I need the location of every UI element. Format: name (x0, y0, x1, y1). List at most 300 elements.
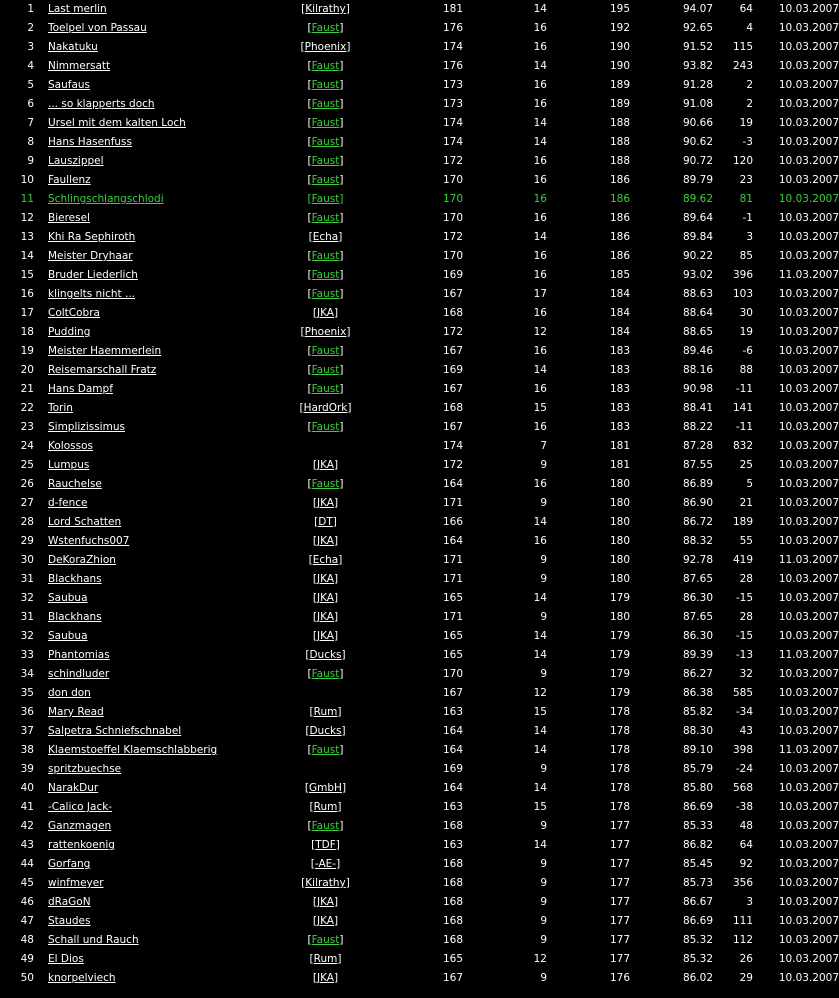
value-cell-2: 12 (533, 687, 547, 699)
clan-link[interactable]: Faust (311, 269, 340, 281)
date-cell: 10.03.2007 (778, 326, 839, 338)
clan-link[interactable]: DT (318, 516, 333, 528)
value-cell-2: 16 (533, 79, 547, 91)
value-cell-3: 180 (609, 573, 630, 585)
value-cell-4: 85.80 (682, 782, 713, 794)
value-cell-4: 87.28 (682, 440, 713, 452)
table-row (0, 741, 839, 760)
value-cell-1: 176 (442, 60, 463, 72)
value-cell-4: 87.55 (682, 459, 713, 471)
clan-link[interactable]: Faust (311, 364, 340, 376)
clan-link[interactable]: Rum (313, 801, 338, 813)
player-link[interactable]: klingelts nicht ... (48, 288, 136, 300)
player-link[interactable]: Gorfang (48, 858, 91, 870)
player-link[interactable]: Saubua (48, 592, 88, 604)
clan-link[interactable]: JKA (317, 459, 334, 471)
value-cell-5: -11 (735, 421, 753, 433)
clan-cell (279, 323, 372, 342)
table-row (0, 665, 839, 684)
date-cell: 10.03.2007 (778, 478, 839, 490)
player-link[interactable]: Last merlin (48, 3, 107, 15)
clan-cell (279, 247, 372, 266)
clan-bracket-close: ] (345, 877, 350, 889)
table-row (0, 836, 839, 855)
value-cell-5: 88 (739, 364, 753, 376)
value-cell-4: 89.84 (682, 231, 713, 243)
clan-link[interactable]: Faust (311, 155, 340, 167)
value-cell-4: 86.90 (682, 497, 713, 509)
value-cell-2: 9 (540, 763, 547, 775)
table-row (0, 646, 839, 665)
value-cell-3: 181 (609, 440, 630, 452)
rank-cell: 31 (20, 573, 34, 585)
clan-bracket-open: [ (312, 535, 317, 547)
clan-bracket-open: [ (307, 478, 312, 490)
player-link[interactable]: Meister Haemmerlein (48, 345, 162, 357)
value-cell-1: 168 (442, 858, 463, 870)
clan-link[interactable]: Faust (311, 212, 340, 224)
clan-bracket-open: [ (307, 269, 312, 281)
value-cell-1: 170 (442, 193, 463, 205)
value-cell-3: 192 (609, 22, 630, 34)
player-link[interactable]: Saubua (48, 630, 88, 642)
table-row (0, 380, 839, 399)
clan-bracket-close: ] (339, 820, 344, 832)
value-cell-1: 168 (442, 915, 463, 927)
value-cell-5: 356 (732, 877, 753, 889)
clan-bracket-close: ] (339, 364, 344, 376)
date-cell: 10.03.2007 (778, 516, 839, 528)
player-link[interactable]: Hans Hasenfuss (48, 136, 132, 148)
player-link[interactable]: Lord Schatten (48, 516, 122, 528)
value-cell-4: 88.65 (682, 326, 713, 338)
clan-bracket-close: ] (339, 383, 344, 395)
date-cell: 10.03.2007 (778, 668, 839, 680)
rank-cell: 48 (20, 934, 34, 946)
player-cell (48, 38, 279, 57)
value-cell-5: 141 (732, 402, 753, 414)
player-link[interactable]: rattenkoenig (48, 839, 115, 851)
player-cell (48, 361, 279, 380)
value-cell-4: 86.30 (682, 592, 713, 604)
value-cell-5: -11 (735, 383, 753, 395)
table-row (0, 437, 839, 456)
value-cell-3: 186 (609, 250, 630, 262)
clan-bracket-open: [ (307, 193, 312, 205)
value-cell-4: 88.41 (682, 402, 713, 414)
player-link[interactable]: Kolossos (48, 440, 93, 452)
clan-bracket-open: [ (307, 98, 312, 110)
clan-cell (279, 285, 372, 304)
value-cell-4: 90.66 (682, 117, 713, 129)
player-link[interactable]: Schlingschlangschlodi (48, 193, 164, 205)
rank-cell: 20 (20, 364, 34, 376)
clan-link[interactable]: JKA (317, 573, 334, 585)
clan-link[interactable]: Faust (311, 478, 340, 490)
table-row (0, 152, 839, 171)
table-row (0, 95, 839, 114)
clan-link[interactable]: Phoenix (304, 326, 347, 338)
clan-bracket-close: ] (346, 41, 351, 53)
table-row (0, 722, 839, 741)
value-cell-5: 120 (732, 155, 753, 167)
value-cell-1: 174 (442, 136, 463, 148)
clan-bracket-close: ] (339, 193, 344, 205)
value-cell-5: 111 (732, 915, 753, 927)
value-cell-3: 183 (609, 383, 630, 395)
clan-bracket-open: [ (307, 744, 312, 756)
value-cell-3: 177 (609, 858, 630, 870)
player-cell (48, 247, 279, 266)
clan-link[interactable]: Faust (311, 934, 340, 946)
player-link[interactable]: Toelpel von Passau (48, 22, 147, 34)
player-link[interactable]: don don (48, 687, 91, 699)
value-cell-2: 14 (533, 744, 547, 756)
clan-cell (279, 798, 372, 817)
clan-cell (279, 513, 372, 532)
clan-bracket-open: [ (307, 212, 312, 224)
value-cell-2: 16 (533, 22, 547, 34)
clan-bracket-open: [ (309, 801, 314, 813)
clan-link[interactable]: Ducks (309, 725, 342, 737)
value-cell-1: 169 (442, 364, 463, 376)
clan-link[interactable]: Faust (311, 250, 340, 262)
clan-bracket-open: [ (312, 630, 317, 642)
value-cell-3: 188 (609, 155, 630, 167)
clan-link[interactable]: Phoenix (304, 41, 347, 53)
player-cell (48, 589, 279, 608)
clan-bracket-open: [ (312, 459, 317, 471)
clan-link[interactable]: Rum (313, 953, 338, 965)
player-cell (48, 0, 279, 19)
clan-bracket-open: [ (304, 782, 310, 794)
value-cell-4: 89.62 (682, 193, 713, 205)
clan-link[interactable]: JKA (317, 611, 334, 623)
player-link[interactable]: d-fence (48, 497, 88, 509)
player-link[interactable]: Hans Dampf (48, 383, 113, 395)
clan-link[interactable]: Faust (311, 174, 340, 186)
value-cell-4: 86.69 (682, 801, 713, 813)
value-cell-4: 90.62 (682, 136, 713, 148)
clan-cell (279, 418, 372, 437)
clan-cell (279, 703, 372, 722)
clan-bracket-open: [ (308, 554, 313, 566)
clan-link[interactable]: Faust (311, 744, 340, 756)
player-link[interactable]: Faullenz (48, 174, 91, 186)
rank-cell: 39 (20, 763, 34, 775)
player-link[interactable]: Saufaus (48, 79, 91, 91)
value-cell-1: 164 (442, 725, 463, 737)
clan-link[interactable]: JKA (317, 630, 334, 642)
player-link[interactable]: Rauchelse (48, 478, 102, 490)
player-cell (48, 152, 279, 171)
clan-bracket-open: [ (314, 516, 319, 528)
value-cell-1: 165 (442, 649, 463, 661)
clan-link[interactable]: Faust (311, 383, 340, 395)
value-cell-5: 25 (739, 459, 753, 471)
clan-link[interactable]: JKA (317, 497, 334, 509)
rank-cell: 7 (27, 117, 34, 129)
value-cell-4: 89.46 (682, 345, 713, 357)
player-cell (48, 57, 279, 76)
value-cell-2: 16 (533, 98, 547, 110)
player-link[interactable]: ColtCobra (48, 307, 100, 319)
clan-link[interactable]: Faust (311, 136, 340, 148)
rank-cell: 3 (27, 41, 34, 53)
clan-link[interactable]: Faust (311, 288, 340, 300)
date-cell: 10.03.2007 (778, 839, 839, 851)
player-link[interactable]: Ganzmagen (48, 820, 112, 832)
clan-cell (279, 475, 372, 494)
clan-bracket-close: ] (335, 839, 340, 851)
value-cell-3: 183 (609, 421, 630, 433)
clan-link[interactable]: TDF (315, 839, 336, 851)
value-cell-1: 167 (442, 421, 463, 433)
clan-link[interactable]: HardOrk (303, 402, 348, 414)
clan-link[interactable]: GmbH (309, 782, 342, 794)
value-cell-5: 568 (732, 782, 753, 794)
player-link[interactable]: Pudding (48, 326, 91, 338)
value-cell-4: 85.73 (682, 877, 713, 889)
player-link[interactable]: Lumpus (48, 459, 90, 471)
rank-cell: 18 (20, 326, 34, 338)
value-cell-4: 85.79 (682, 763, 713, 775)
rank-cell: 6 (27, 98, 34, 110)
clan-link[interactable]: JKA (317, 915, 334, 927)
clan-link[interactable]: Faust (311, 79, 340, 91)
table-row (0, 247, 839, 266)
player-link[interactable]: Meister Dryhaar (48, 250, 133, 262)
clan-bracket-open: [ (307, 174, 312, 186)
value-cell-3: 180 (609, 497, 630, 509)
player-link[interactable]: Blackhans (48, 573, 102, 585)
value-cell-3: 188 (609, 117, 630, 129)
rank-cell: 19 (20, 345, 34, 357)
value-cell-2: 14 (533, 60, 547, 72)
clan-bracket-open: [ (307, 117, 312, 129)
clan-link[interactable]: Kilrathy (305, 877, 346, 889)
value-cell-2: 9 (540, 858, 547, 870)
player-link[interactable]: Schall und Rauch (48, 934, 139, 946)
table-row (0, 209, 839, 228)
table-row (0, 779, 839, 798)
value-cell-2: 16 (533, 250, 547, 262)
clan-link[interactable]: Faust (311, 345, 340, 357)
table-row (0, 285, 839, 304)
value-cell-5: 398 (732, 744, 753, 756)
value-cell-4: 86.82 (682, 839, 713, 851)
clan-link[interactable]: Faust (311, 117, 340, 129)
date-cell: 10.03.2007 (778, 136, 839, 148)
value-cell-2: 15 (533, 402, 547, 414)
value-cell-1: 171 (442, 573, 463, 585)
value-cell-4: 88.64 (682, 307, 713, 319)
rank-cell: 15 (20, 269, 34, 281)
date-cell: 11.03.2007 (778, 269, 839, 281)
date-cell: 10.03.2007 (778, 934, 839, 946)
player-link[interactable]: El Dios (48, 953, 84, 965)
clan-bracket-close: ] (337, 953, 342, 965)
player-link[interactable]: knorpelviech (48, 972, 116, 984)
player-cell (48, 323, 279, 342)
clan-bracket-close: ] (347, 402, 352, 414)
player-link[interactable]: Klaemstoeffel Klaemschlabberig (48, 744, 218, 756)
player-link[interactable]: Ursel mit dem kalten Loch (48, 117, 186, 129)
value-cell-3: 186 (609, 174, 630, 186)
clan-link[interactable]: Faust (311, 193, 340, 205)
player-link[interactable]: Bruder Liederlich (48, 269, 138, 281)
player-link[interactable]: Blackhans (48, 611, 102, 623)
rank-cell: 50 (20, 972, 34, 984)
date-cell: 10.03.2007 (778, 250, 839, 262)
player-link[interactable]: Khi Ra Sephiroth (48, 231, 136, 243)
clan-link[interactable]: Faust (311, 98, 340, 110)
player-link[interactable]: Mary Read (48, 706, 104, 718)
player-cell (48, 646, 279, 665)
player-cell (48, 209, 279, 228)
table-row (0, 950, 839, 969)
value-cell-1: 168 (442, 877, 463, 889)
clan-bracket-close: ] (333, 630, 339, 642)
rank-cell: 14 (20, 250, 34, 262)
date-cell: 10.03.2007 (778, 896, 839, 908)
rank-cell: 47 (20, 915, 34, 927)
value-cell-5: 419 (732, 554, 753, 566)
value-cell-3: 177 (609, 839, 630, 851)
clan-link[interactable]: -AE- (314, 858, 337, 870)
value-cell-5: 21 (739, 497, 753, 509)
clan-link[interactable]: Echa (312, 554, 339, 566)
player-link[interactable]: DeKoraZhion (48, 554, 116, 566)
value-cell-2: 9 (540, 611, 547, 623)
player-link[interactable]: Bieresel (48, 212, 90, 224)
player-link[interactable]: Nakatuku (48, 41, 98, 53)
clan-link[interactable]: Faust (311, 22, 340, 34)
clan-link[interactable]: Rum (313, 706, 338, 718)
clan-bracket-close: ] (338, 231, 343, 243)
player-link[interactable]: schindluder (48, 668, 110, 680)
clan-bracket-close: ] (339, 934, 344, 946)
value-cell-1: 174 (442, 440, 463, 452)
player-cell (48, 665, 279, 684)
value-cell-3: 180 (609, 516, 630, 528)
value-cell-1: 163 (442, 801, 463, 813)
value-cell-2: 14 (533, 782, 547, 794)
value-cell-5: 28 (739, 573, 753, 585)
value-cell-2: 9 (540, 668, 547, 680)
value-cell-2: 9 (540, 497, 547, 509)
clan-link[interactable]: Kilrathy (305, 3, 346, 15)
table-row (0, 494, 839, 513)
date-cell: 10.03.2007 (778, 364, 839, 376)
clan-bracket-open: [ (312, 915, 317, 927)
value-cell-5: 26 (739, 953, 753, 965)
player-cell (48, 836, 279, 855)
date-cell: 10.03.2007 (778, 383, 839, 395)
clan-cell (279, 741, 372, 760)
player-link[interactable]: Staudes (48, 915, 91, 927)
clan-cell (279, 950, 372, 969)
player-link[interactable]: ... so klapperts doch (48, 98, 155, 110)
player-link[interactable]: dRaGoN (48, 896, 91, 908)
value-cell-4: 85.82 (682, 706, 713, 718)
player-cell (48, 570, 279, 589)
clan-link[interactable]: JKA (317, 896, 334, 908)
player-link[interactable]: Wstenfuchs007 (48, 535, 130, 547)
table-row (0, 969, 839, 988)
clan-link[interactable]: Faust (311, 60, 340, 72)
rank-cell: 40 (20, 782, 34, 794)
table-row (0, 931, 839, 950)
clan-bracket-close: ] (333, 896, 339, 908)
player-cell (48, 798, 279, 817)
clan-cell (279, 551, 372, 570)
value-cell-2: 16 (533, 478, 547, 490)
clan-bracket-open: [ (307, 421, 312, 433)
player-cell (48, 171, 279, 190)
clan-link[interactable]: Ducks (309, 649, 342, 661)
value-cell-5: -6 (742, 345, 753, 357)
clan-cell (279, 494, 372, 513)
player-link[interactable]: Simplizissimus (48, 421, 125, 433)
value-cell-4: 85.32 (682, 953, 713, 965)
value-cell-1: 169 (442, 763, 463, 775)
clan-link[interactable]: Faust (311, 421, 340, 433)
date-cell: 10.03.2007 (778, 592, 839, 604)
clan-bracket-close: ] (339, 136, 344, 148)
clan-link[interactable]: JKA (317, 535, 334, 547)
clan-link[interactable]: Echa (312, 231, 339, 243)
value-cell-1: 173 (442, 79, 463, 91)
value-cell-1: 170 (442, 174, 463, 186)
value-cell-3: 178 (609, 706, 630, 718)
clan-link[interactable]: Faust (311, 668, 340, 680)
clan-link[interactable]: JKA (317, 307, 334, 319)
clan-cell (279, 304, 372, 323)
clan-link[interactable]: Faust (311, 820, 340, 832)
clan-cell (279, 190, 372, 209)
value-cell-3: 177 (609, 915, 630, 927)
clan-bracket-open: [ (312, 972, 317, 984)
table-row (0, 361, 839, 380)
clan-bracket-open: [ (305, 725, 310, 737)
player-link[interactable]: Salpetra Schniefschnabel (48, 725, 182, 737)
player-link[interactable]: Reisemarschall Fratz (48, 364, 157, 376)
clan-link[interactable]: JKA (317, 592, 334, 604)
player-link[interactable]: spritzbuechse (48, 763, 122, 775)
rank-cell: 41 (20, 801, 34, 813)
rank-cell: 22 (20, 402, 34, 414)
value-cell-1: 164 (442, 478, 463, 490)
clan-bracket-close: ] (339, 288, 344, 300)
player-link[interactable]: NarakDur (48, 782, 99, 794)
player-link[interactable]: Phantomias (48, 649, 110, 661)
value-cell-2: 12 (533, 953, 547, 965)
player-link[interactable]: Torin (48, 402, 73, 414)
player-link[interactable]: winfmeyer (48, 877, 104, 889)
player-cell (48, 760, 279, 779)
player-link[interactable]: Lauszippel (48, 155, 104, 167)
player-link[interactable]: -Calico Jack- (48, 801, 113, 813)
date-cell: 11.03.2007 (778, 744, 839, 756)
date-cell: 10.03.2007 (778, 345, 839, 357)
player-cell (48, 969, 279, 988)
rank-cell: 1 (27, 3, 34, 15)
value-cell-5: 64 (739, 839, 753, 851)
player-link[interactable]: Nimmersatt (48, 60, 111, 72)
table-row (0, 912, 839, 931)
clan-link[interactable]: JKA (317, 972, 334, 984)
